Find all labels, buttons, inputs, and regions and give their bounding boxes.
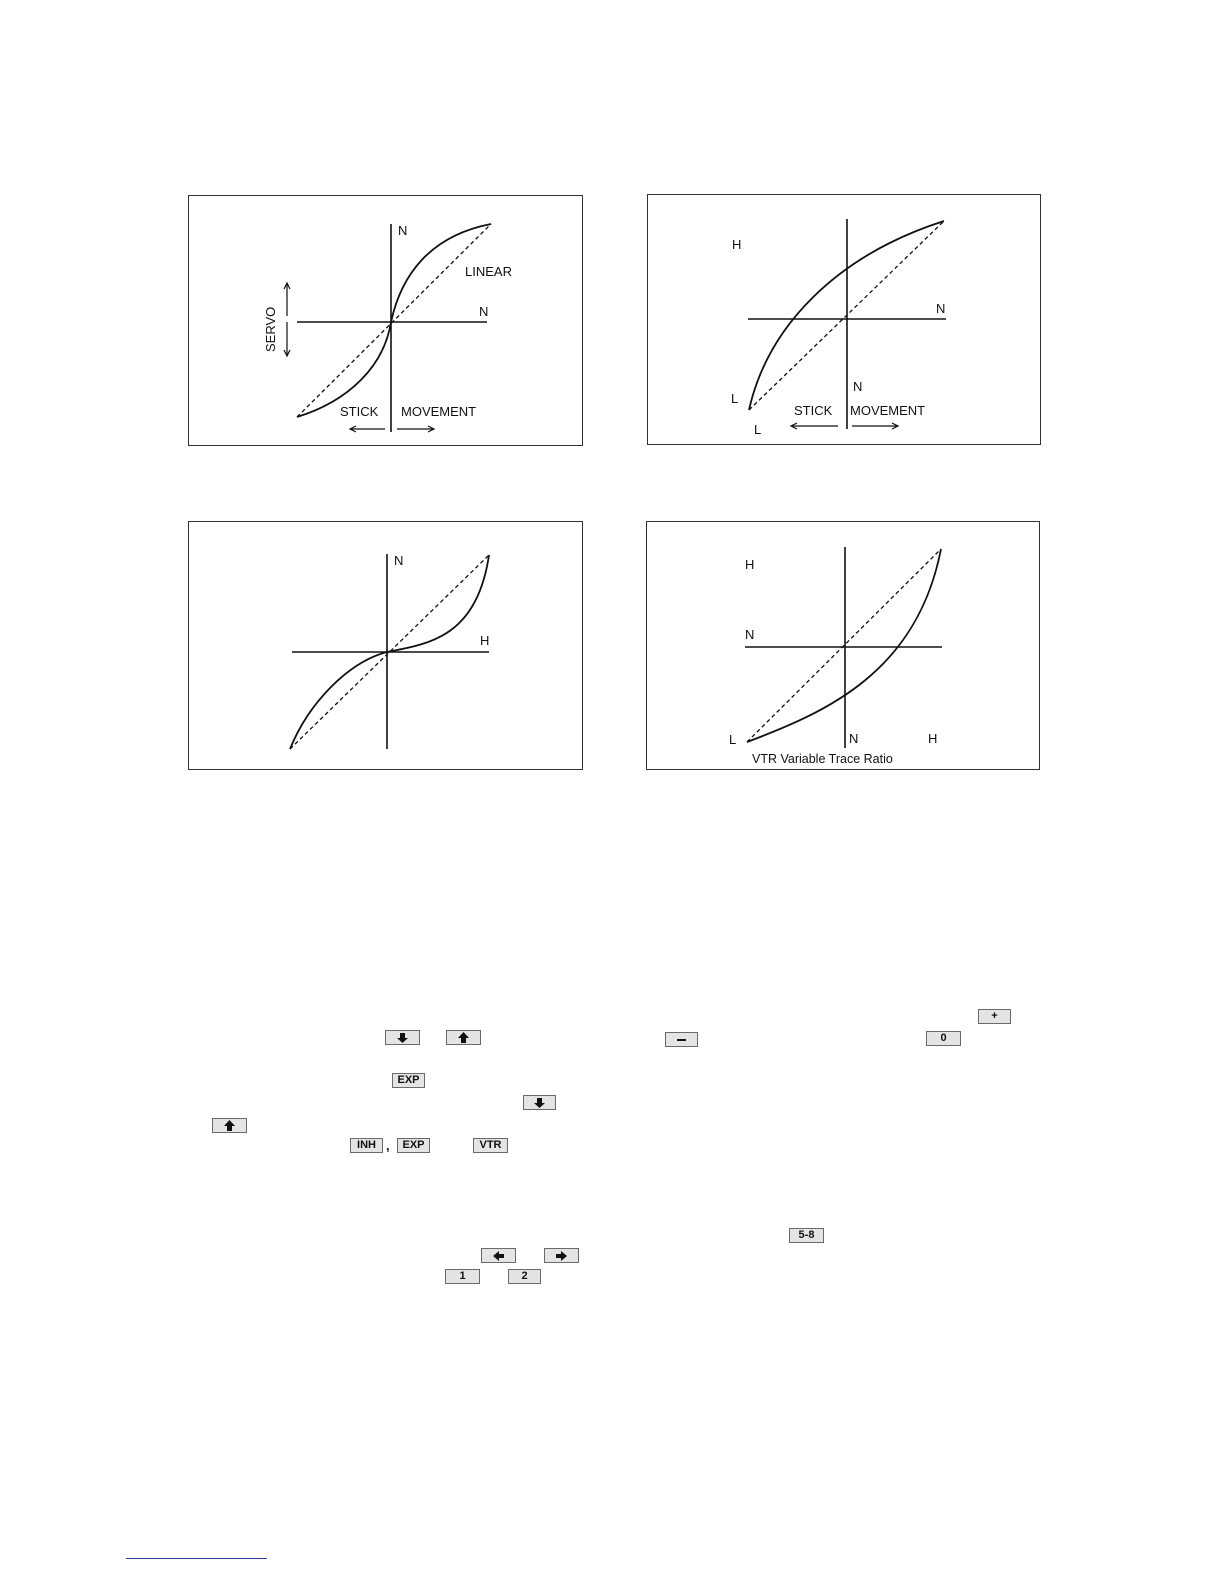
diagram-offset-svg bbox=[648, 195, 1042, 446]
label-vtr-caption: VTR Variable Trace Ratio bbox=[752, 752, 893, 766]
arrow-down-icon bbox=[386, 1031, 419, 1044]
key-5-8: 5-8 bbox=[789, 1228, 824, 1243]
label-n-top: N bbox=[398, 223, 408, 238]
label-h-right: H bbox=[480, 633, 490, 648]
arrow-down-icon bbox=[524, 1096, 555, 1109]
arrow-right-icon bbox=[545, 1249, 578, 1262]
label-h: H bbox=[732, 237, 742, 252]
key-1: 1 bbox=[445, 1269, 480, 1284]
key-down-1 bbox=[385, 1030, 420, 1045]
label-linear: LINEAR bbox=[465, 264, 512, 279]
key-2: 2 bbox=[508, 1269, 541, 1284]
key-plus bbox=[978, 1009, 1011, 1024]
key-inh: INH bbox=[350, 1138, 383, 1153]
label-n-left: N bbox=[745, 627, 755, 642]
key-vtr: VTR bbox=[473, 1138, 508, 1153]
label-n-bottom: N bbox=[849, 731, 859, 746]
arrow-up-icon bbox=[447, 1031, 480, 1044]
label-n-right: N bbox=[936, 301, 946, 316]
arrow-left-icon bbox=[482, 1249, 515, 1262]
key-zero: 0 bbox=[926, 1031, 961, 1046]
comma-separator: , bbox=[386, 1138, 390, 1153]
label-n-bottom: N bbox=[853, 379, 863, 394]
label-movement: MOVEMENT bbox=[850, 403, 926, 418]
key-left bbox=[481, 1248, 516, 1263]
label-n-right: N bbox=[479, 304, 489, 319]
key-minus bbox=[665, 1032, 698, 1047]
label-servo: SERVO bbox=[263, 306, 278, 352]
key-exp-2: EXP bbox=[397, 1138, 430, 1153]
linear-reference-line bbox=[747, 549, 941, 742]
arrow-up-icon bbox=[213, 1119, 246, 1132]
label-l-1: L bbox=[731, 391, 739, 406]
key-up-2 bbox=[212, 1118, 247, 1133]
label-stick: STICK bbox=[340, 404, 379, 419]
plus-icon: + bbox=[991, 1010, 998, 1022]
diagram-linear bbox=[188, 195, 583, 446]
label-movement: MOVEMENT bbox=[401, 404, 477, 419]
key-exp-1: EXP bbox=[392, 1073, 425, 1088]
key-down-2 bbox=[523, 1095, 556, 1110]
label-l-2: L bbox=[754, 422, 762, 437]
label-l: L bbox=[729, 732, 737, 747]
diagram-linear-svg bbox=[189, 196, 584, 447]
label-h-bottom: H bbox=[928, 731, 938, 746]
diagram-vtr-svg bbox=[647, 522, 1041, 771]
diagram-exponential-svg bbox=[189, 522, 584, 771]
diagram-vtr bbox=[646, 521, 1040, 770]
label-stick: STICK bbox=[794, 403, 833, 418]
minus-icon bbox=[666, 1033, 697, 1046]
key-right bbox=[544, 1248, 579, 1263]
key-up-1 bbox=[446, 1030, 481, 1045]
linear-reference-line bbox=[297, 224, 491, 417]
diagram-exponential bbox=[188, 521, 583, 770]
label-n-top: N bbox=[394, 553, 404, 568]
diagram-offset bbox=[647, 194, 1041, 445]
label-h-top: H bbox=[745, 557, 755, 572]
footnote-rule bbox=[126, 1558, 267, 1559]
